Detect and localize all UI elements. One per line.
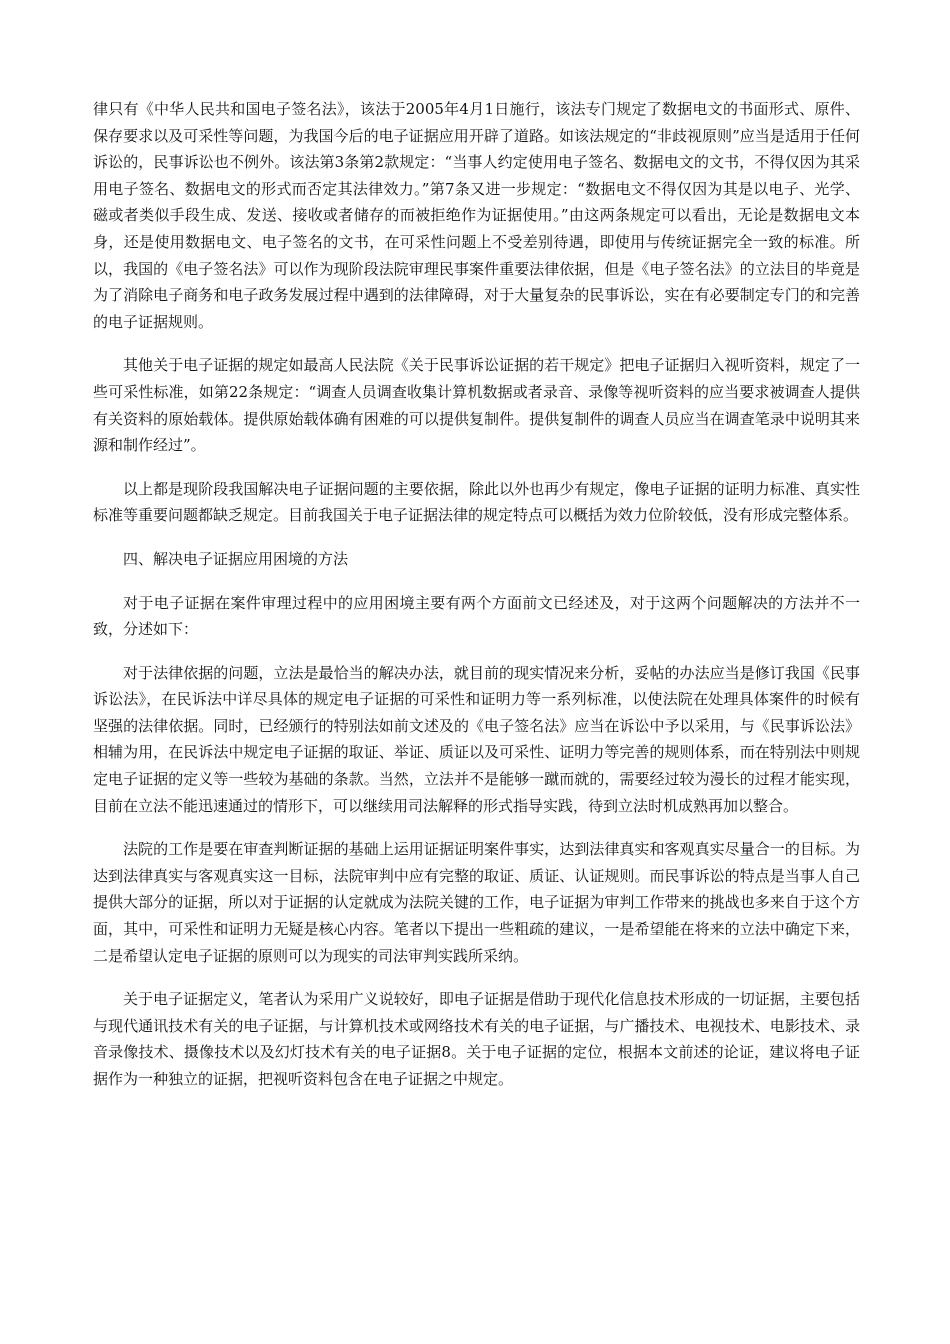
paragraph-two-difficulties: 对于电子证据在案件审理过程中的应用困境主要有两个方面前文已经述及，对于这两个问题解决的方法并不一致，分述如下： (93, 593, 860, 639)
paragraph-gap (93, 819, 860, 836)
paragraph-electronic-signature-law: 律只有《中华人民共和国电子签名法》，该法于2005年4月1日施行，该法专门规定了数据电文的书面形式、原件、保存要求以及可采性等问题，为我国今后的电子证据应用开辟了道路。如该法规定的“非歧视原则”应当是适用于任何诉讼的，民事诉讼也不例外。该法第3条第2款规定：“当事人约定使用电子签名、数据电文的文书，不得仅因为其采用电子签名、数据电文的形式而否定其法律效力。”第7条又进一步规定：“数据电文不得仅因为其是以电子、光学、磁或者类似手段生成、发送、接收或者储存的而被拒绝作为证据使用。”由这两条规定可以看出，无论是数据电文本身，还是使用数据电文、电子签名的文书，在可采性问题上不受差别待遇，即使用与传统证据完全一致的标准。所以，我国的《电子签名法》可以作为现阶段法院审理民事案件重要法律依据，但是《电子签名法》的立法目的毕竟是为了消除电子商务和电子政务发展过程中遇到的法律障碍，对于大量复杂的民事诉讼，实在有必要制定专门的和完善的电子证据规则。 (93, 100, 860, 331)
paragraph-gap (93, 529, 860, 546)
paragraph-court-work: 法院的工作是要在审查判断证据的基础上运用证据证明案件事实，达到法律真实和客观真实尽量合一的目标。为达到法律真实与客观真实这一目标，法院审判中应有完整的取证、质证、认证规则。而民事诉讼的特点是当事人自己提供大部分的证据，所以对于证据的认定就成为法院关键的工作，电子证据为审判工作带来的挑战也多来自于这个方面，其中，可采性和证明力无疑是核心内容。笔者以下提出一些粗疏的建议，一是希望能在将来的立法中确定下来，二是希望认定电子证据的原则可以为现实的司法审判实践所采纳。 (93, 840, 860, 965)
paragraph-gap (93, 335, 860, 352)
document-body (93, 96, 860, 1093)
paragraph-supreme-court-rules: 其他关于电子证据的规定如最高人民法院《关于民事诉讼证据的若干规定》把电子证据归入视听资料，规定了一些可采性标准，如第22条规定：“调查人员调查收集计算机数据或者录音、录像等视听资料的应当要求被调查人提供有关资料的原始载体。提供原始载体确有困难的可以提供复制件。提供复制件的调查人员应当在调查笔录中说明其来源和制作经过”。 (93, 356, 860, 455)
paragraph-current-basis-summary: 以上都是现阶段我国解决电子证据问题的主要依据，除此以外也再少有规定，像电子证据的证明力标准、真实性标准等重要问题都缺乏规定。目前我国关于电子证据法律的规定特点可以概括为效力位阶较低，没有形成完整体系。 (93, 479, 860, 525)
paragraph-definition: 关于电子证据定义，笔者认为采用广义说较好，即电子证据是借助于现代化信息技术形成的一切证据，主要包括与现代通讯技术有关的电子证据，与计算机技术或网络技术有关的电子证据，与广播技术、电视技术、电影技术、录音录像技术、摄像技术以及幻灯技术有关的电子证据8。关于电子证据的定位，根据本文前述的论证，建议将电子证据作为一种独立的证据，把视听资料包含在电子证据之中规定。 (93, 990, 860, 1088)
section-heading-four: 四、解决电子证据应用困境的方法 (123, 549, 349, 568)
paragraph-gap (93, 643, 860, 660)
paragraph-gap (93, 573, 860, 590)
paragraph-gap (93, 969, 860, 986)
paragraph-gap (93, 459, 860, 476)
paragraph-legislation-solution: 对于法律依据的问题，立法是最恰当的解决办法，就目前的现实情况来分析，妥帖的办法应当是修订我国《民事诉讼法》，在民诉法中详尽具体的规定电子证据的可采性和证明力等一系列标准，以使法院在处理具体案件的时候有坚强的法律依据。同时，已经颁行的特别法如前文述及的《电子签名法》应当在诉讼中予以采用，与《民事诉讼法》相辅为用，在民诉法中规定电子证据的取证、举证、质证以及可采性、证明力等完善的规则体系，而在特别法中则规定电子证据的定义等一些较为基础的条款。当然，立法并不是能够一蹴而就的，需要经过较为漫长的过程才能实现，目前在立法不能迅速通过的情形下，可以继续用司法解释的形式指导实践，待到立法时机成熟再加以整合。 (93, 663, 860, 815)
